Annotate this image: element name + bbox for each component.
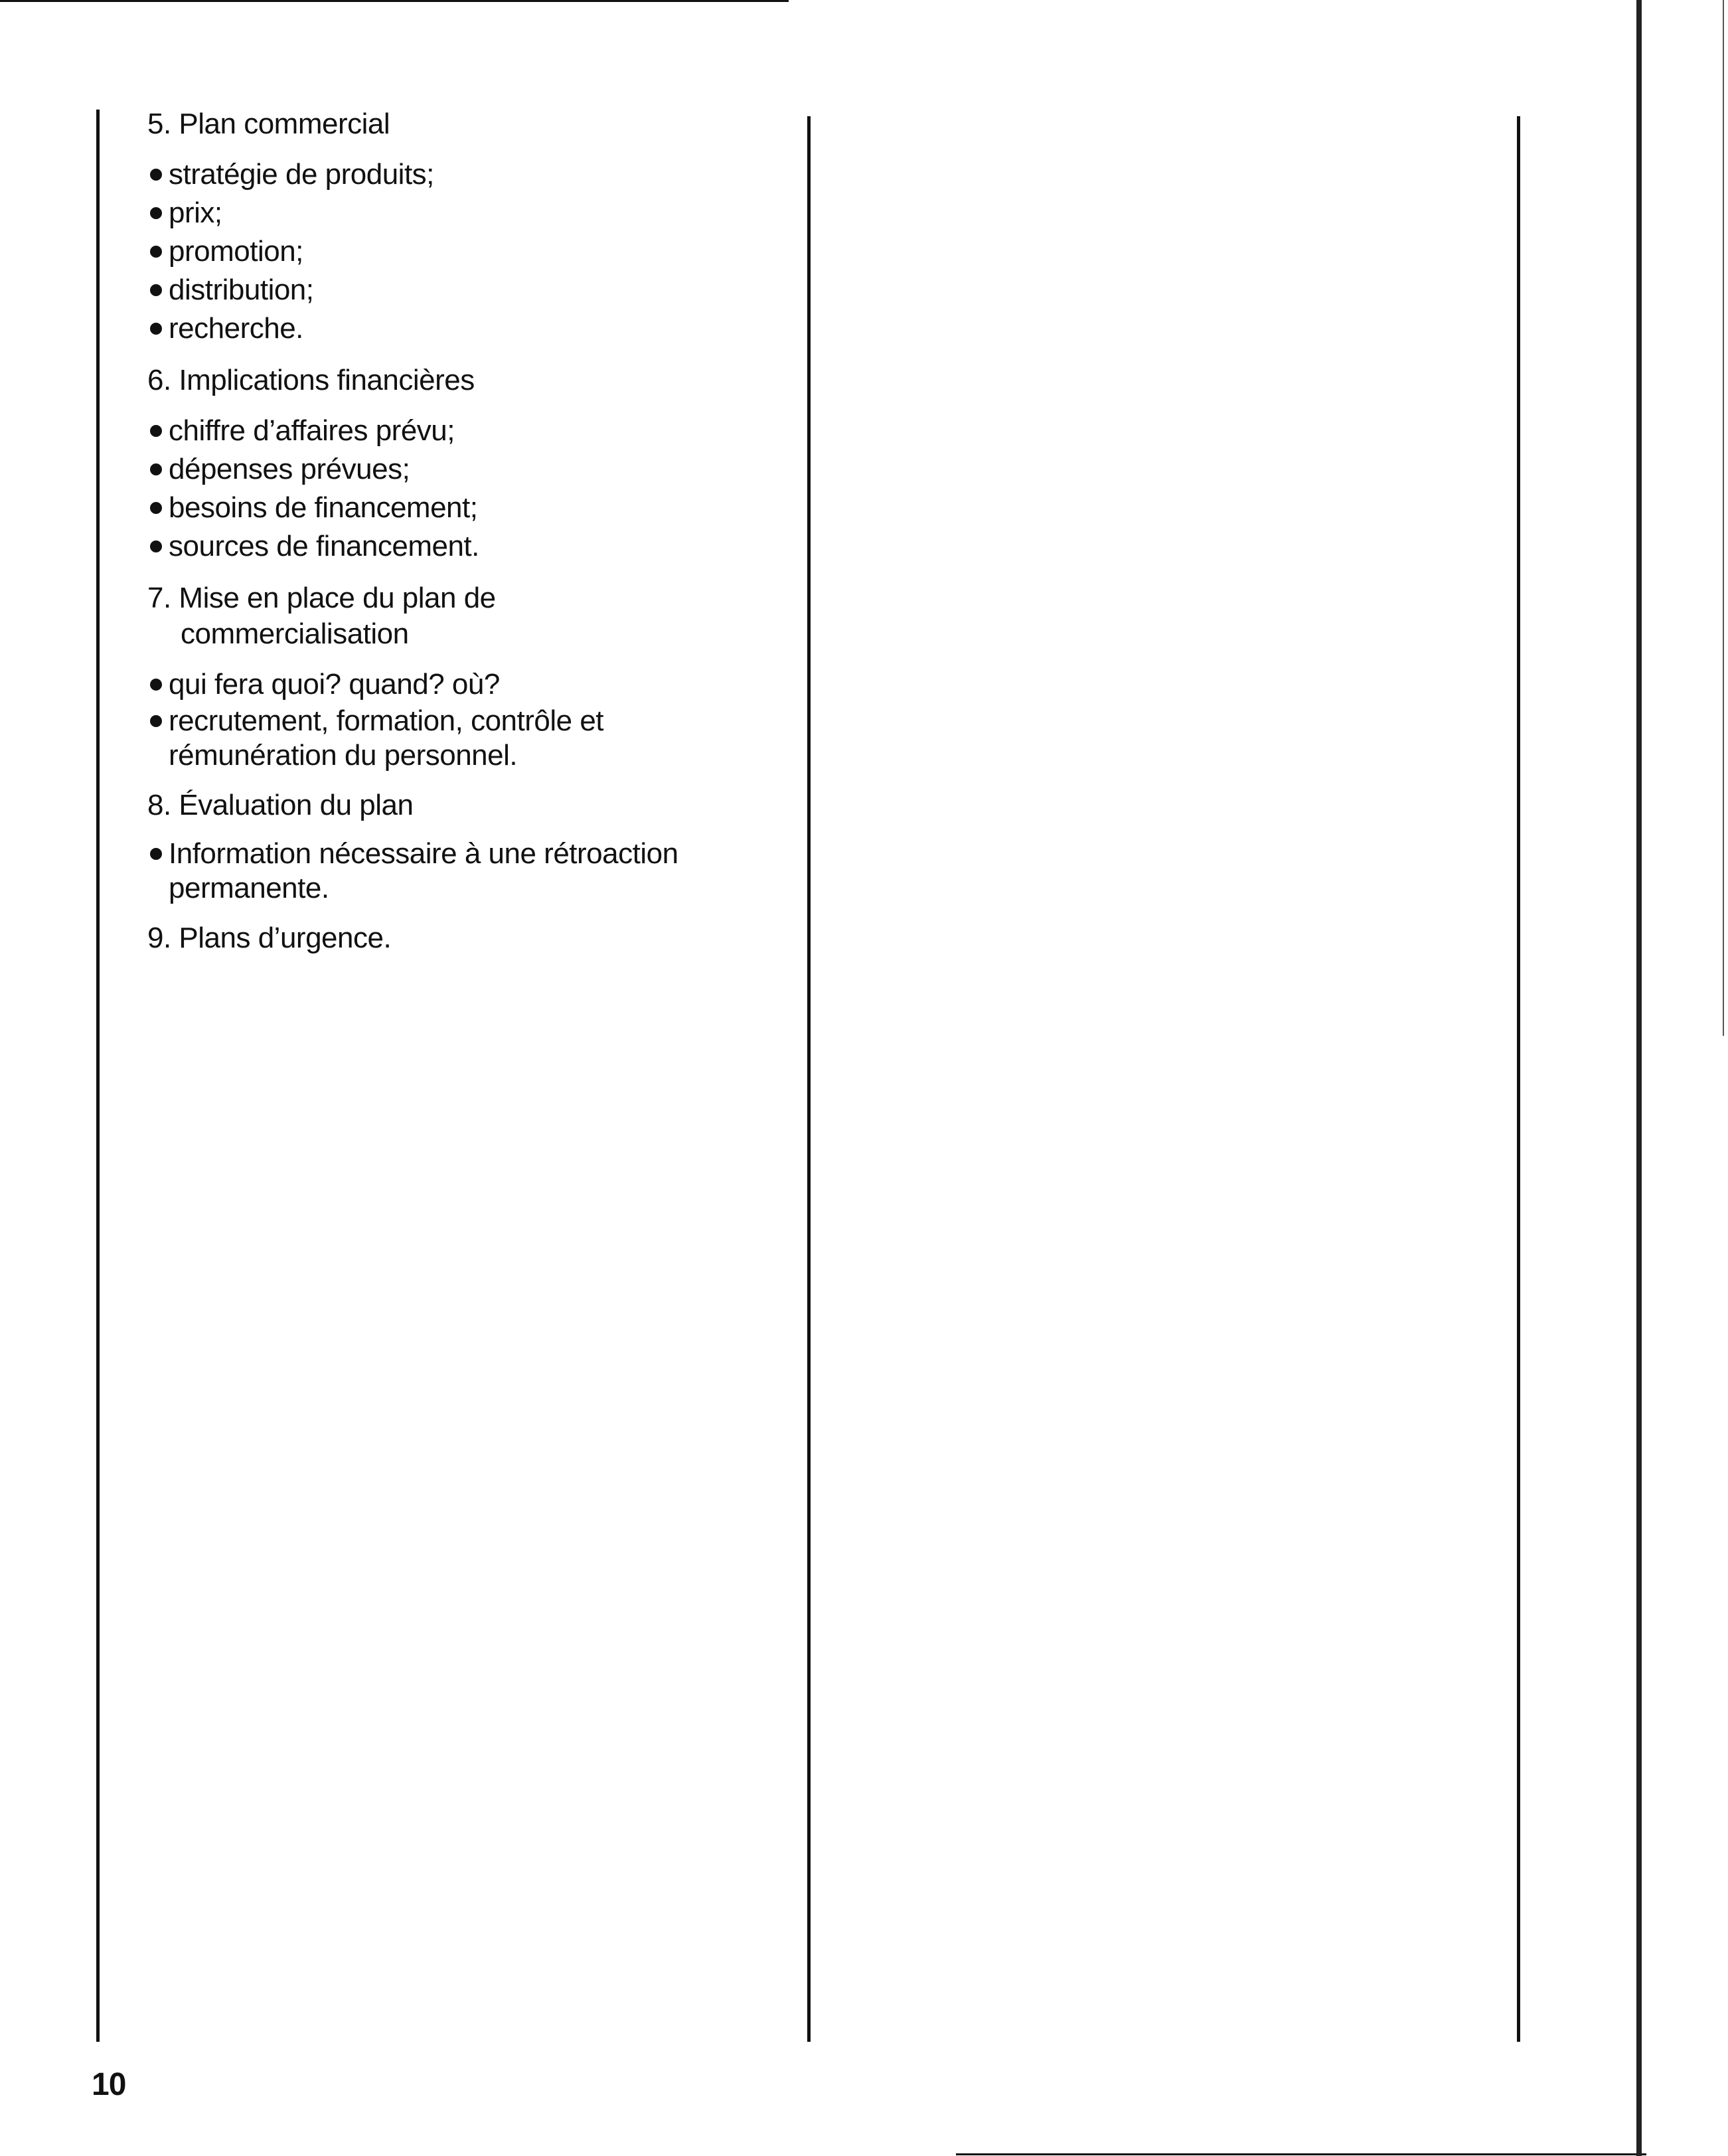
section-heading-text: 9. Plans d’urgence.	[147, 922, 392, 954]
section-7	[147, 580, 811, 773]
bullet-icon	[150, 246, 162, 258]
bullet-icon	[150, 207, 162, 219]
list-item	[147, 450, 811, 489]
section-heading-continuation: commercialisation	[181, 618, 409, 650]
list-item-text: distribution;	[169, 274, 314, 306]
list-item-text: recherche.	[169, 312, 303, 345]
bullet-icon	[150, 463, 162, 475]
section-heading-text: 7. Mise en place du plan de	[147, 582, 496, 614]
list-item-text: chiffre d’affaires prévu;	[169, 414, 455, 447]
list-item	[147, 309, 811, 348]
bullet-icon	[150, 715, 162, 727]
list-item	[147, 704, 633, 773]
section-heading-text: 8. Évaluation du plan	[147, 789, 414, 821]
list-item	[147, 232, 811, 271]
bullet-icon	[150, 540, 162, 552]
list-item-text: promotion;	[169, 235, 303, 268]
column-line-left	[96, 110, 100, 2042]
bullet-icon	[150, 848, 162, 860]
content-column	[147, 106, 811, 969]
bullet-list	[147, 665, 811, 773]
list-item	[147, 271, 811, 309]
list-item-text: prix;	[169, 197, 222, 229]
bullet-icon	[150, 502, 162, 514]
section-9	[147, 920, 811, 956]
section-heading	[147, 363, 811, 398]
list-item-text: stratégie de produits;	[169, 158, 434, 191]
list-item-text: recrutement, formation, contrôle et rémunération du personnel.	[169, 705, 604, 772]
list-item	[147, 837, 740, 906]
section-heading	[147, 920, 811, 956]
bullet-list	[147, 837, 811, 906]
list-item	[147, 155, 811, 194]
bullet-list	[147, 412, 811, 566]
section-heading-text: 5. Plan commercial	[147, 108, 390, 140]
section-8	[147, 788, 811, 906]
section-heading	[147, 788, 811, 823]
list-item	[147, 412, 811, 450]
page-edge-binding	[1636, 0, 1642, 2156]
list-item	[147, 194, 811, 232]
bullet-icon	[150, 679, 162, 691]
bullet-icon	[150, 323, 162, 335]
bullet-icon	[150, 425, 162, 437]
list-item-text: besoins de financement;	[169, 491, 478, 524]
top-rule	[0, 0, 789, 2]
section-heading	[147, 106, 811, 142]
list-item-text: sources de financement.	[169, 530, 479, 562]
list-item-text: Information nécessaire à une rétroaction permanente.	[169, 837, 678, 904]
list-item-text: qui fera quoi? quand? où?	[169, 668, 500, 701]
list-item	[147, 665, 811, 704]
page-number: 10	[92, 2067, 126, 2102]
bullet-icon	[150, 169, 162, 181]
bottom-rule	[956, 2153, 1646, 2155]
section-heading-text: 6. Implications financières	[147, 364, 475, 396]
bullet-icon	[150, 284, 162, 296]
bullet-list	[147, 155, 811, 348]
page-edge-thin	[1723, 0, 1724, 1036]
list-item-text: dépenses prévues;	[169, 453, 410, 485]
section-6	[147, 363, 811, 566]
column-line-right	[1517, 116, 1520, 2042]
section-5	[147, 106, 811, 348]
section-heading	[147, 580, 811, 652]
list-item	[147, 489, 811, 527]
list-item	[147, 527, 811, 566]
